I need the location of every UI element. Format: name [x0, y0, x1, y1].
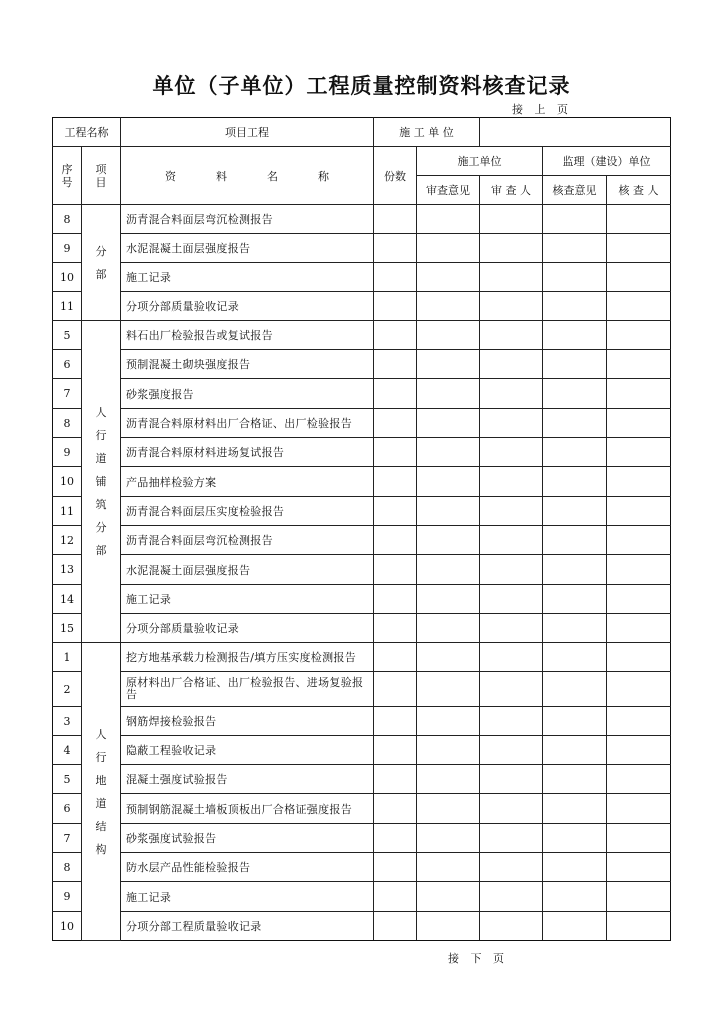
check-opinion-cell[interactable]: [543, 292, 607, 321]
table-row: [53, 794, 671, 824]
row-number: 10: [53, 467, 82, 497]
copies-cell[interactable]: [374, 736, 417, 765]
section-label: [82, 205, 121, 321]
review-opinion-cell[interactable]: [417, 234, 480, 263]
checker-cell[interactable]: [607, 263, 671, 292]
header-reviewer: 审 查 人: [480, 176, 543, 205]
check-opinion-cell[interactable]: [543, 882, 607, 912]
reviewer-cell[interactable]: [480, 292, 543, 321]
row-number: 2: [53, 672, 82, 707]
check-opinion-cell[interactable]: [543, 526, 607, 555]
row-number: 14: [53, 585, 82, 614]
reviewer-cell[interactable]: [480, 882, 543, 912]
section-label-char: 道: [95, 452, 107, 465]
table-row: [53, 526, 671, 555]
material-name: 分项分部质量验收记录: [121, 292, 374, 321]
review-opinion-cell[interactable]: [417, 379, 480, 409]
header-copies: 份数: [374, 147, 417, 205]
material-name: 料石出厂检验报告或复试报告: [121, 321, 374, 350]
check-opinion-cell[interactable]: [543, 321, 607, 350]
reviewer-cell[interactable]: [480, 234, 543, 263]
checker-cell[interactable]: [607, 794, 671, 824]
copies-cell[interactable]: [374, 205, 417, 234]
copies-cell[interactable]: [374, 794, 417, 824]
checker-cell[interactable]: [607, 205, 671, 234]
table-row: [53, 912, 671, 941]
reviewer-cell[interactable]: [480, 467, 543, 497]
document-title: 单位（子单位）工程质量控制资料核查记录: [152, 74, 571, 98]
table-row: [53, 263, 671, 292]
material-name: 沥青混合料面层弯沉检测报告: [121, 205, 374, 234]
copies-cell[interactable]: [374, 409, 417, 438]
table-row: [53, 409, 671, 438]
row-number: 4: [53, 736, 82, 765]
copies-cell[interactable]: [374, 853, 417, 882]
review-opinion-cell[interactable]: [417, 526, 480, 555]
reviewer-cell[interactable]: [480, 205, 543, 234]
row-number: 7: [53, 379, 82, 409]
row-number: 8: [53, 853, 82, 882]
material-name: 分项分部工程质量验收记录: [121, 912, 374, 941]
review-opinion-cell[interactable]: [417, 438, 480, 467]
check-opinion-cell[interactable]: [543, 205, 607, 234]
material-name: 施工记录: [121, 585, 374, 614]
review-opinion-cell[interactable]: [417, 467, 480, 497]
material-name: 沥青混合料面层弯沉检测报告: [121, 526, 374, 555]
material-name: 分项分部质量验收记录: [121, 614, 374, 643]
reviewer-cell[interactable]: [480, 672, 543, 707]
checker-cell[interactable]: [607, 585, 671, 614]
copies-cell[interactable]: [374, 643, 417, 672]
reviewer-cell[interactable]: [480, 853, 543, 882]
header-seq-char-2: 号: [61, 175, 73, 189]
copies-cell[interactable]: [374, 234, 417, 263]
row-number: 12: [53, 526, 82, 555]
checker-cell[interactable]: [607, 234, 671, 263]
review-opinion-cell[interactable]: [417, 912, 480, 941]
reviewer-cell[interactable]: [480, 555, 543, 585]
checker-cell[interactable]: [607, 497, 671, 526]
check-opinion-cell[interactable]: [543, 765, 607, 794]
review-opinion-cell[interactable]: [417, 497, 480, 526]
section-label-char: 结: [95, 819, 107, 833]
section-label-char: 地: [95, 773, 107, 787]
copies-cell[interactable]: [374, 765, 417, 794]
row-number: 11: [53, 497, 82, 526]
header-item-char-1: 项: [95, 162, 107, 176]
continued-from-label: 接 上 页: [512, 103, 572, 116]
header-item: [82, 147, 121, 205]
table-row: [53, 205, 671, 234]
copies-cell[interactable]: [374, 824, 417, 853]
reviewer-cell[interactable]: [480, 585, 543, 614]
table-row: [53, 882, 671, 912]
material-name: 预制钢筋混凝土墙板顶板出厂合格证强度报告: [121, 794, 374, 824]
checker-cell[interactable]: [607, 824, 671, 853]
reviewer-cell[interactable]: [480, 438, 543, 467]
section-label-char: 行: [95, 429, 107, 442]
header-check-opinion: 核查意见: [543, 176, 607, 205]
copies-cell[interactable]: [374, 438, 417, 467]
check-opinion-cell[interactable]: [543, 263, 607, 292]
material-name: 防水层产品性能检验报告: [121, 853, 374, 882]
checker-cell[interactable]: [607, 438, 671, 467]
material-name: 施工记录: [121, 882, 374, 912]
reviewer-cell[interactable]: [480, 794, 543, 824]
reviewer-cell[interactable]: [480, 707, 543, 736]
check-opinion-cell[interactable]: [543, 824, 607, 853]
material-name: 砂浆强度报告: [121, 379, 374, 409]
reviewer-cell[interactable]: [480, 350, 543, 379]
check-opinion-cell[interactable]: [543, 614, 607, 643]
reviewer-cell[interactable]: [480, 321, 543, 350]
checker-cell[interactable]: [607, 672, 671, 707]
table-row: [53, 643, 671, 672]
review-opinion-cell[interactable]: [417, 824, 480, 853]
quality-control-table: [52, 117, 671, 941]
material-name: 沥青混合料原材料进场复试报告: [121, 438, 374, 467]
section-label: [82, 321, 121, 643]
section-label-char: [82, 217, 120, 240]
checker-cell[interactable]: [607, 467, 671, 497]
check-opinion-cell[interactable]: [543, 794, 607, 824]
section-label-char: 铺: [95, 475, 107, 488]
review-opinion-cell[interactable]: [417, 643, 480, 672]
check-opinion-cell[interactable]: [543, 379, 607, 409]
copies-cell[interactable]: [374, 321, 417, 350]
checker-cell[interactable]: [607, 409, 671, 438]
row-number: 1: [53, 643, 82, 672]
check-opinion-cell[interactable]: [543, 467, 607, 497]
copies-cell[interactable]: [374, 672, 417, 707]
review-opinion-cell[interactable]: [417, 614, 480, 643]
row-number: 9: [53, 234, 82, 263]
table-row: [53, 292, 671, 321]
check-opinion-cell[interactable]: [543, 497, 607, 526]
reviewer-cell[interactable]: [480, 614, 543, 643]
copies-cell[interactable]: [374, 497, 417, 526]
table-row: [53, 467, 671, 497]
row-number: 3: [53, 707, 82, 736]
checker-cell[interactable]: [607, 292, 671, 321]
check-opinion-cell[interactable]: [543, 736, 607, 765]
copies-cell[interactable]: [374, 263, 417, 292]
checker-cell[interactable]: [607, 555, 671, 585]
material-name: 隐蔽工程验收记录: [121, 736, 374, 765]
reviewer-cell[interactable]: [480, 409, 543, 438]
section-label-char: 分: [95, 521, 107, 534]
table-row: [53, 497, 671, 526]
table-row: [53, 234, 671, 263]
check-opinion-cell[interactable]: [543, 409, 607, 438]
table-row: [53, 765, 671, 794]
table-row: [53, 585, 671, 614]
table-row: [53, 379, 671, 409]
check-opinion-cell[interactable]: [543, 350, 607, 379]
header-contractor-group: 施工单位: [417, 147, 543, 176]
check-opinion-cell[interactable]: [543, 234, 607, 263]
material-name: 沥青混合料面层压实度检验报告: [121, 497, 374, 526]
row-number: 11: [53, 292, 82, 321]
material-name: 施工记录: [121, 263, 374, 292]
table-row: [53, 707, 671, 736]
project-name-label: 工程名称: [53, 118, 121, 147]
section-label: [82, 643, 121, 941]
header-material-char-1: 资: [165, 169, 176, 183]
table-row: [53, 350, 671, 379]
table-row: [53, 824, 671, 853]
checker-cell[interactable]: [607, 643, 671, 672]
section-label-char: 部: [95, 267, 107, 281]
checker-cell[interactable]: [607, 526, 671, 555]
copies-cell[interactable]: [374, 526, 417, 555]
material-name: 原材料出厂合格证、出厂检验报告、进场复验报告: [121, 672, 374, 707]
reviewer-cell[interactable]: [480, 824, 543, 853]
checker-cell[interactable]: [607, 321, 671, 350]
copies-cell[interactable]: [374, 707, 417, 736]
review-opinion-cell[interactable]: [417, 585, 480, 614]
reviewer-cell[interactable]: [480, 497, 543, 526]
checker-cell[interactable]: [607, 882, 671, 912]
copies-cell[interactable]: [374, 292, 417, 321]
table-row: [53, 614, 671, 643]
review-opinion-cell[interactable]: [417, 555, 480, 585]
review-opinion-cell[interactable]: [417, 853, 480, 882]
reviewer-cell[interactable]: [480, 765, 543, 794]
row-number: 7: [53, 824, 82, 853]
header-seq-char-1: 序: [61, 162, 73, 176]
material-name: 挖方地基承载力检测报告/填方压实度检测报告: [121, 643, 374, 672]
check-opinion-cell[interactable]: [543, 912, 607, 941]
check-opinion-cell[interactable]: [543, 672, 607, 707]
check-opinion-cell[interactable]: [543, 643, 607, 672]
header-review-opinion: 审查意见: [417, 176, 480, 205]
checker-cell[interactable]: [607, 379, 671, 409]
row-number: 9: [53, 882, 82, 912]
contractor-value[interactable]: [480, 118, 671, 147]
row-number: 10: [53, 263, 82, 292]
section-label-char: 构: [95, 842, 107, 856]
review-opinion-cell[interactable]: [417, 707, 480, 736]
section-label-char: 道: [95, 796, 107, 810]
copies-cell[interactable]: [374, 912, 417, 941]
review-opinion-cell[interactable]: [417, 350, 480, 379]
copies-cell[interactable]: [374, 350, 417, 379]
header-material-char-4: 称: [318, 169, 329, 183]
section-label-char: 行: [95, 750, 107, 764]
review-opinion-cell[interactable]: [417, 263, 480, 292]
reviewer-cell[interactable]: [480, 263, 543, 292]
row-number: 8: [53, 205, 82, 234]
checker-cell[interactable]: [607, 614, 671, 643]
check-opinion-cell[interactable]: [543, 555, 607, 585]
header-supervisor-group: 监理（建设）单位: [543, 147, 671, 176]
row-number: 8: [53, 409, 82, 438]
header-checker: 核 查 人: [607, 176, 671, 205]
header-seq: [53, 147, 82, 205]
check-opinion-cell[interactable]: [543, 438, 607, 467]
review-opinion-cell[interactable]: [417, 205, 480, 234]
row-number: 5: [53, 321, 82, 350]
material-name: 砂浆强度试验报告: [121, 824, 374, 853]
review-opinion-cell[interactable]: [417, 292, 480, 321]
table-row: [53, 555, 671, 585]
copies-cell[interactable]: [374, 882, 417, 912]
section-label-char: [82, 286, 120, 309]
header-material-name: [121, 147, 374, 205]
material-name: 预制混凝土砌块强度报告: [121, 350, 374, 379]
project-name-value[interactable]: 项目工程: [121, 118, 374, 147]
review-opinion-cell[interactable]: [417, 409, 480, 438]
row-number: 15: [53, 614, 82, 643]
checker-cell[interactable]: [607, 853, 671, 882]
section-label-char: 人: [95, 406, 107, 419]
material-name: 钢筋焊接检验报告: [121, 707, 374, 736]
checker-cell[interactable]: [607, 736, 671, 765]
table-row: [53, 321, 671, 350]
check-opinion-cell[interactable]: [543, 585, 607, 614]
review-opinion-cell[interactable]: [417, 882, 480, 912]
table-row: [53, 438, 671, 467]
row-number: 6: [53, 794, 82, 824]
section-label-char: 筑: [95, 498, 107, 511]
row-number: 10: [53, 912, 82, 941]
section-label-char: 部: [95, 544, 107, 557]
table-row: [53, 736, 671, 765]
contractor-label: 施 工 单 位: [374, 118, 480, 147]
material-name: 沥青混合料原材料出厂合格证、出厂检验报告: [121, 409, 374, 438]
row-number: 13: [53, 555, 82, 585]
table-row: [53, 853, 671, 882]
header-item-char-2: 目: [95, 175, 107, 189]
checker-cell[interactable]: [607, 707, 671, 736]
section-label-char: 分: [95, 244, 107, 258]
reviewer-cell[interactable]: [480, 912, 543, 941]
row-number: 9: [53, 438, 82, 467]
review-opinion-cell[interactable]: [417, 672, 480, 707]
material-name: 混凝土强度试验报告: [121, 765, 374, 794]
copies-cell[interactable]: [374, 585, 417, 614]
review-opinion-cell[interactable]: [417, 765, 480, 794]
table-row: [53, 672, 671, 707]
continued-to-label: 接 下 页: [448, 952, 508, 965]
copies-cell[interactable]: [374, 379, 417, 409]
checker-cell[interactable]: [607, 350, 671, 379]
row-number: 6: [53, 350, 82, 379]
reviewer-cell[interactable]: [480, 379, 543, 409]
review-opinion-cell[interactable]: [417, 321, 480, 350]
copies-cell[interactable]: [374, 555, 417, 585]
copies-cell[interactable]: [374, 467, 417, 497]
check-opinion-cell[interactable]: [543, 853, 607, 882]
reviewer-cell[interactable]: [480, 736, 543, 765]
material-name: 水泥混凝土面层强度报告: [121, 555, 374, 585]
material-name: 产品抽样检验方案: [121, 467, 374, 497]
check-opinion-cell[interactable]: [543, 707, 607, 736]
material-name: 水泥混凝土面层强度报告: [121, 234, 374, 263]
reviewer-cell[interactable]: [480, 526, 543, 555]
copies-cell[interactable]: [374, 614, 417, 643]
checker-cell[interactable]: [607, 765, 671, 794]
row-number: 5: [53, 765, 82, 794]
review-opinion-cell[interactable]: [417, 736, 480, 765]
review-opinion-cell[interactable]: [417, 794, 480, 824]
checker-cell[interactable]: [607, 912, 671, 941]
header-material-char-3: 名: [267, 169, 278, 183]
section-label-char: 人: [95, 727, 107, 741]
header-material-char-2: 料: [216, 169, 227, 183]
reviewer-cell[interactable]: [480, 643, 543, 672]
